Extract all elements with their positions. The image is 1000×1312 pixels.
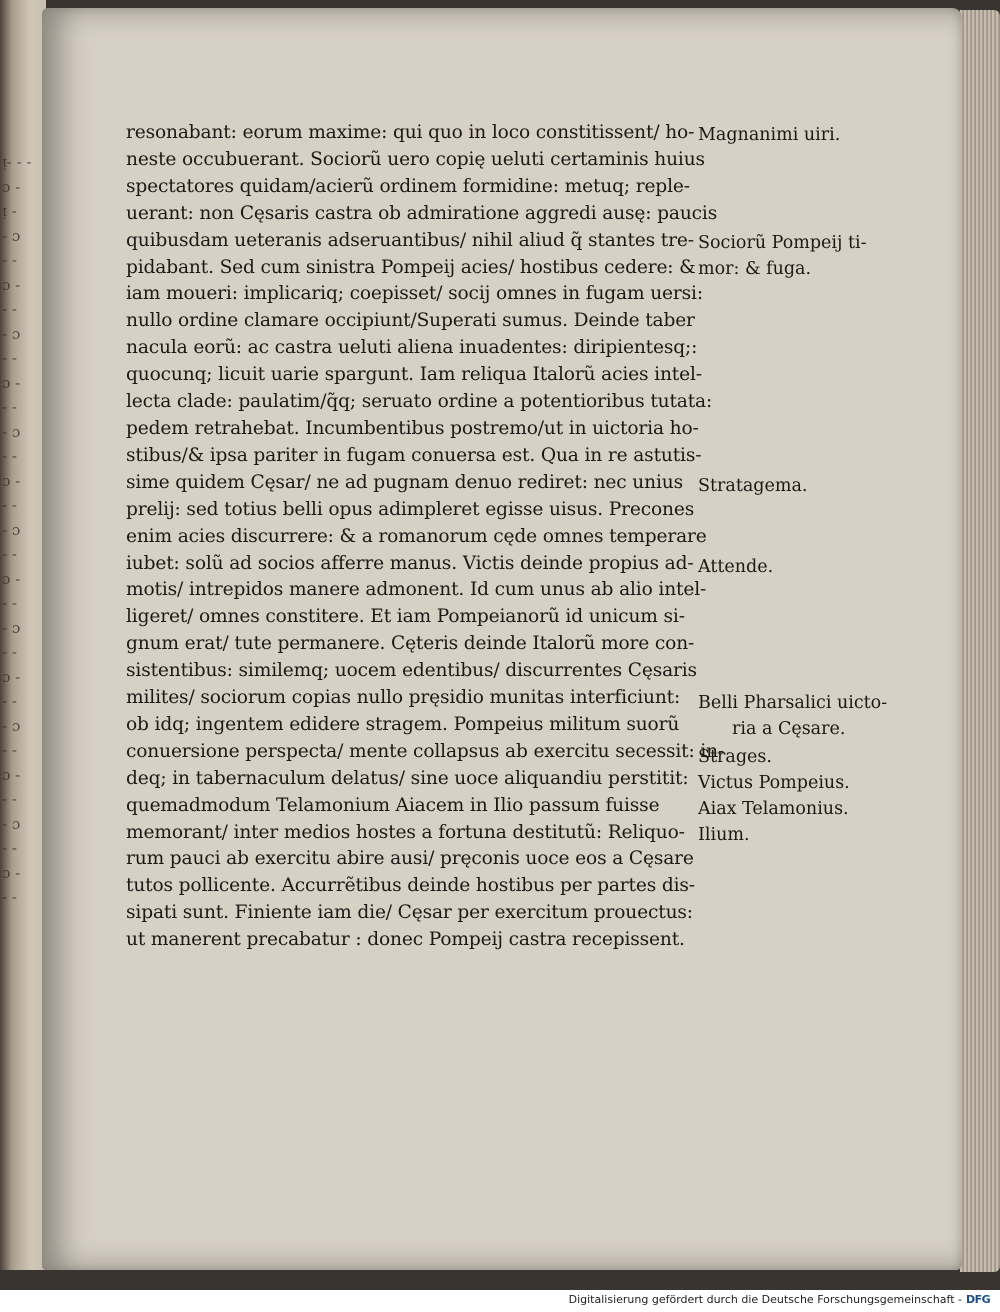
- left-page-bleed-text: ᴉ‑ ‑ ‑ ɔ ‑ ᴉ ‑ ‑ ɔ ‑ ‑ ɔ ‑ ‑ ‑ ‑ ɔ ‑ ‑ ɔ ‑ ‑ ‑ ‑ ɔ ‑ ‑ ɔ ‑ ‑ ‑ ‑ ɔ ‑ ‑ ɔ ‑ ‑ ‑ ‑ ɔ ‑ ‑ ɔ ‑ ‑ ‑ ‑ ɔ ‑ ‑ ɔ ‑ ‑ ‑ ‑ ɔ ‑ ‑ ɔ ‑ ‑ ‑: [2, 153, 32, 906]
- margin-note-line: ria a Cęsare.: [732, 719, 846, 739]
- text-line: memorant/ inter medios hostes a fortuna destitutũ: Reliquo-: [126, 821, 685, 843]
- text-line: pedem retrahebat. Incumbentibus postremo/ut in uictoria ho-: [126, 417, 699, 439]
- book-page: [42, 8, 962, 1270]
- text-line: quemadmodum Telamonium Aiacem in Ilio passum fuisse: [126, 794, 660, 816]
- margin-note-ilium: [698, 822, 750, 848]
- text-line: resonabant: eorum maxime: qui quo in loco constitissent/ ho-: [126, 122, 695, 143]
- text-line: deq; in tabernaculum delatus/ sine uoce aliquandiu perstitit:: [126, 767, 689, 789]
- text-line: iam moueri: implicariq; coepisset/ socij omnes in fugam uersi:: [126, 283, 703, 305]
- margin-note-line: Strages.: [698, 747, 772, 767]
- margin-note-line: Aiax Telamonius.: [698, 799, 849, 819]
- margin-note-aiax: [698, 796, 849, 822]
- text-line: iubet: solũ ad socios afferre manus. Victis deinde propius ad-: [126, 552, 694, 574]
- text-line: motis/ intrepidos manere admonent. Id cum unus ab alio intel-: [126, 579, 707, 601]
- text-line: rum pauci ab exercitu abire ausi/ pręconis uoce eos a Cęsare: [126, 848, 694, 870]
- text-line: ligeret/ omnes constitere. Et iam Pompeianorũ id unicum si-: [126, 606, 685, 628]
- text-line: enim acies discurrere: & a romanorum cęde omnes temperare: [126, 525, 707, 547]
- margin-note-line: Stratagema.: [698, 476, 808, 496]
- footer-credit: Digitalisierung gefördert durch die Deutsche Forschungsgemeinschaft -: [568, 1293, 962, 1306]
- text-line: prelij: sed totius belli opus adimpleret egisse uisus. Precones: [126, 498, 695, 520]
- text-line: ut manerent precabatur : donec Pompeij castra recepissent.: [126, 929, 685, 951]
- dfg-logo: DFG: [966, 1293, 991, 1306]
- text-line: sipati sunt. Finiente iam die/ Cęsar per exercitum prouectus:: [126, 902, 693, 924]
- margin-note-line: mor: & fuga.: [698, 259, 812, 279]
- margin-note-line: Belli Pharsalici uicto-: [698, 693, 888, 713]
- text-line: lecta clade: paulatim/q̃q; seruato ordine a potentioribus tutata:: [126, 391, 713, 413]
- margin-note-belli: [698, 690, 887, 742]
- margin-note-line: Ilium.: [698, 825, 750, 845]
- text-line: spectatores quidam/acierũ ordinem formidine: metuq; reple-: [126, 175, 690, 197]
- text-line: quibusdam ueteranis adseruantibus/ nihil aliud q̃ stantes tre-: [126, 229, 694, 251]
- text-line: nullo ordine clamare occipiunt/Superati sumus. Deinde taber: [126, 310, 695, 332]
- text-line: pidabant. Sed cum sinistra Pompeij acies/ hostibus cedere: &: [126, 256, 696, 278]
- text-line: neste occubuerant. Sociorũ uero copię ueluti certaminis huius: [126, 148, 705, 170]
- text-line: ob idq; ingentem edidere stragem. Pompeius militum suorũ: [126, 713, 680, 735]
- margin-note-attende: [698, 554, 773, 580]
- text-line: conuersione perspecta/ mente collapsus ab exercitu secessit: in-: [126, 740, 725, 762]
- text-line: nacula eorũ: ac castra ueluti aliena inuadentes: diripientesq;:: [126, 337, 698, 359]
- margin-note-line: Sociorũ Pompeij ti-: [698, 233, 867, 253]
- margin-note-line: Attende.: [698, 557, 774, 577]
- margin-note-stratagema: [698, 473, 807, 499]
- digitization-footer: [0, 1290, 1000, 1312]
- margin-note-line: Magnanimi uiri.: [698, 125, 841, 145]
- left-page-gutter: [0, 0, 46, 1270]
- margin-note-line: Victus Pompeius.: [698, 773, 850, 793]
- margin-note-sociorum: [698, 230, 867, 282]
- margin-note-victus: [698, 770, 850, 796]
- text-line: uerant: non Cęsaris castra ob admiratione aggredi ausę: paucis: [126, 202, 718, 224]
- text-line: milites/ sociorum copias nullo pręsidio munitas interficiunt:: [126, 687, 681, 709]
- text-line: gnum erat/ tute permanere. Cęteris deinde Italorũ more con-: [126, 633, 695, 655]
- text-line: stibus/& ipsa pariter in fugam conuersa est. Qua in re astutis-: [126, 444, 702, 466]
- text-line: sistentibus: similemq; uocem edentibus/ discurrentes Cęsaris: [126, 660, 697, 682]
- text-line: sime quidem Cęsar/ ne ad pugnam denuo rediret: nec unius: [126, 471, 683, 493]
- text-line: tutos pollicente. Accurrẽtibus deinde hostibus per partes dis-: [126, 875, 695, 897]
- text-line: quocunq; licuit uarie spargunt. Iam reliqua Italorũ acies intel-: [126, 364, 702, 386]
- margin-note-magnanimi: [698, 122, 840, 148]
- margin-note-strages: [698, 744, 772, 770]
- page-edges: [960, 10, 1000, 1272]
